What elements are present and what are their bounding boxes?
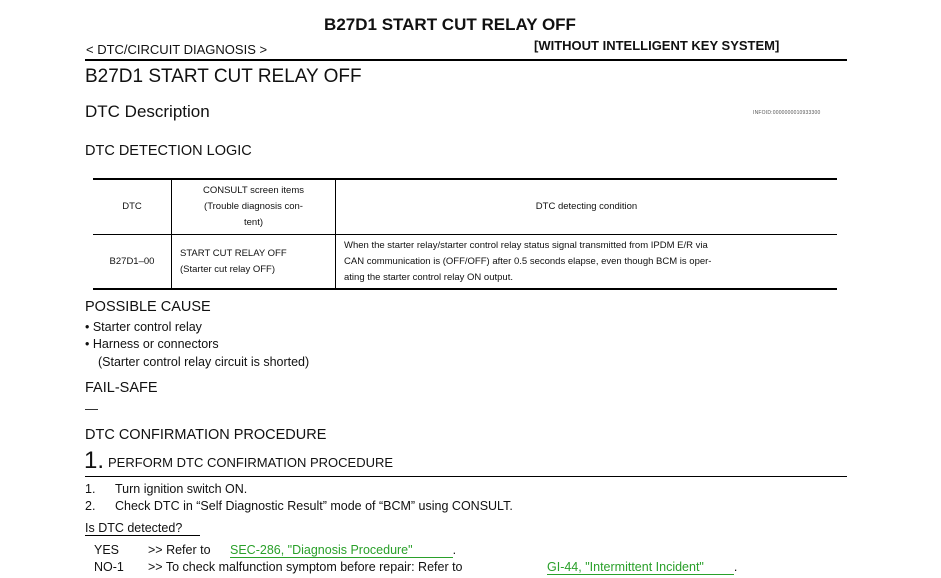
step-number: 1. — [84, 447, 105, 474]
page-title: B27D1 START CUT RELAY OFF — [324, 15, 576, 34]
procedure-step-text: Turn ignition switch ON. — [115, 482, 248, 496]
result-tail: . — [452, 543, 457, 557]
breadcrumb: < DTC/CIRCUIT DIAGNOSIS > — [86, 42, 268, 57]
result-link-wrap — [230, 543, 456, 557]
procedure-step — [85, 499, 513, 513]
variant-label: [WITHOUT INTELLIGENT KEY SYSTEM] — [534, 38, 780, 53]
section-heading: B27D1 START CUT RELAY OFF — [85, 66, 362, 87]
detection-logic-heading: DTC DETECTION LOGIC — [85, 143, 252, 159]
step-title: PERFORM DTC CONFIRMATION PROCEDURE — [108, 455, 394, 470]
table-header-row — [93, 179, 837, 235]
list-item: • Starter control relay — [85, 320, 202, 334]
decision-question: Is DTC detected? — [85, 521, 200, 536]
subsection-heading: DTC Description — [85, 102, 210, 121]
procedure-step-text: Check DTC in “Self Diagnostic Result” mode of “BCM” using CONSULT. — [115, 499, 513, 513]
procedure-step-number: 2. — [85, 499, 96, 513]
possible-cause-heading: POSSIBLE CAUSE — [85, 299, 211, 315]
result-label-yes: YES — [94, 543, 120, 557]
dtc-table — [93, 178, 837, 290]
result-text-yes: >> Refer to — [148, 543, 211, 557]
diagnosis-procedure-link[interactable]: SEC-286, "Diagnosis Procedure" — [230, 543, 453, 558]
intermittent-incident-link[interactable]: GI-44, "Intermittent Incident" — [547, 560, 734, 575]
table-row — [93, 235, 837, 290]
consult-item-cell: START CUT RELAY OFF (Starter cut relay OFF) — [172, 235, 336, 290]
list-item: (Starter control relay circuit is shorted) — [98, 355, 310, 369]
fail-safe-value: — — [85, 401, 98, 416]
column-header-consult-items: CONSULT screen items (Trouble diagnosis con- tent) — [172, 179, 336, 235]
result-tail: . — [733, 560, 738, 574]
confirmation-heading: DTC CONFIRMATION PROCEDURE — [85, 427, 327, 443]
column-header-dtc: DTC — [93, 179, 172, 235]
procedure-step — [85, 482, 247, 496]
fail-safe-heading: FAIL-SAFE — [85, 380, 158, 396]
dtc-code-cell: B27D1–00 — [93, 235, 172, 290]
procedure-step-number: 1. — [85, 482, 96, 496]
header-divider — [85, 59, 847, 61]
result-link-wrap — [547, 560, 737, 574]
result-text-no: >> To check malfunction symptom before repair: Refer to — [148, 560, 463, 574]
list-item: • Harness or connectors — [85, 337, 219, 351]
condition-cell: When the starter relay/starter control relay status signal transmitted from IPDM E/R via CAN communication is (OFF/OFF) after 0.5 seconds elapse, even though BCM is oper- ating the starter control relay ON output. — [344, 239, 712, 283]
result-label-no: NO-1 — [94, 560, 124, 574]
info-id-code: INFOID:0000000010933300 — [753, 110, 821, 116]
step-divider — [85, 476, 847, 477]
column-header-condition: DTC detecting condition — [336, 179, 838, 235]
